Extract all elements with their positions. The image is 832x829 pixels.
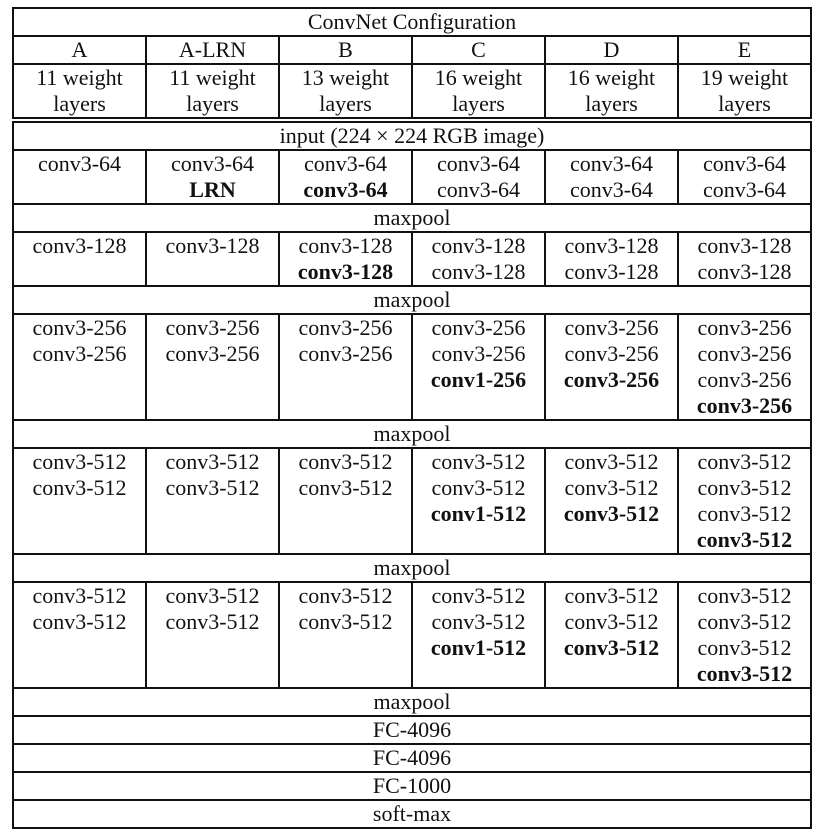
layer-cell	[678, 232, 811, 286]
layer-cell	[13, 314, 146, 420]
maxpool-layer-row	[13, 286, 811, 314]
layer-name: conv3-512	[431, 583, 526, 608]
layer-name: conv3-64	[702, 177, 787, 202]
layer-name: conv3-128	[32, 233, 127, 258]
layer-name: conv3-128	[431, 233, 526, 258]
layer-name: conv3-64	[436, 177, 521, 202]
depth-line: 16 weight	[567, 65, 656, 90]
layer-name: conv3-256	[563, 367, 660, 392]
layer-cell	[13, 582, 146, 688]
layer-name: conv1-512	[430, 501, 527, 526]
layer-cell	[545, 448, 678, 554]
depth-line: layers	[718, 91, 771, 116]
layer-cell	[13, 150, 146, 204]
layer-cell	[279, 448, 412, 554]
layer-cell	[146, 232, 279, 286]
layer-cell	[279, 314, 412, 420]
layer-name: conv3-64	[569, 151, 654, 176]
layer-name: conv3-512	[165, 583, 260, 608]
tail-layer-row	[13, 772, 811, 800]
conv-block-row	[13, 582, 811, 688]
layer-name: conv3-256	[697, 367, 792, 392]
layer-name: conv3-256	[697, 315, 792, 340]
layer-name: conv3-512	[431, 609, 526, 634]
layer-name: conv3-512	[165, 449, 260, 474]
layer-name: conv3-512	[697, 475, 792, 500]
conv-block-row	[13, 232, 811, 286]
layer-name: conv3-128	[697, 259, 792, 284]
layer-name: conv3-512	[697, 609, 792, 634]
layer-name: conv1-256	[430, 367, 527, 392]
layer-cell	[146, 582, 279, 688]
column-name: D	[545, 36, 678, 64]
depth-line: layers	[452, 91, 505, 116]
tail-layer-row	[13, 744, 811, 772]
layer-name: conv3-512	[298, 609, 393, 634]
layer-name: conv3-256	[165, 341, 260, 366]
column-name: A-LRN	[146, 36, 279, 64]
tail-layer: FC-1000	[13, 772, 811, 800]
layer-name: conv3-512	[564, 475, 659, 500]
maxpool-layer: maxpool	[13, 554, 811, 582]
layer-name: conv3-256	[431, 341, 526, 366]
layer-cell	[545, 232, 678, 286]
layer-cell	[678, 448, 811, 554]
layer-cell	[545, 314, 678, 420]
layer-name: conv3-128	[697, 233, 792, 258]
layer-name: conv3-256	[298, 341, 393, 366]
layer-cell	[678, 582, 811, 688]
tail-layer: soft-max	[13, 800, 811, 828]
layer-name: conv3-256	[564, 341, 659, 366]
depth-line: 11 weight	[169, 65, 256, 90]
layer-name: conv3-256	[564, 315, 659, 340]
layer-name: LRN	[189, 177, 236, 202]
column-name: C	[412, 36, 545, 64]
layer-name: conv3-512	[697, 583, 792, 608]
layer-cell	[146, 150, 279, 204]
column-name: E	[678, 36, 811, 64]
layer-name: conv3-64	[702, 151, 787, 176]
layer-cell	[545, 150, 678, 204]
maxpool-layer: maxpool	[13, 204, 811, 232]
tail-layer-row	[13, 716, 811, 744]
column-depth	[13, 64, 146, 120]
layer-name: conv3-64	[436, 151, 521, 176]
layer-name: conv3-512	[298, 449, 393, 474]
layer-name: conv3-256	[298, 315, 393, 340]
layer-name: conv3-512	[563, 635, 660, 660]
input-layer: input (224 × 224 RGB image)	[13, 120, 811, 150]
layer-name: conv3-512	[298, 475, 393, 500]
convnet-config-table	[12, 7, 812, 829]
layer-cell	[678, 150, 811, 204]
layer-cell	[412, 150, 545, 204]
layer-name: conv3-512	[563, 501, 660, 526]
layer-name: conv3-128	[564, 233, 659, 258]
depth-line: 19 weight	[700, 65, 789, 90]
layer-cell	[412, 582, 545, 688]
layer-name: conv3-512	[32, 449, 127, 474]
layer-name: conv3-256	[32, 341, 127, 366]
layer-name: conv3-512	[431, 449, 526, 474]
depth-line: 11 weight	[36, 65, 123, 90]
layer-name: conv3-512	[32, 475, 127, 500]
layer-name: conv3-64	[569, 177, 654, 202]
layer-name: conv3-64	[170, 151, 255, 176]
layer-name: conv3-512	[697, 449, 792, 474]
maxpool-layer: maxpool	[13, 420, 811, 448]
title-row	[13, 8, 811, 36]
layer-cell	[146, 448, 279, 554]
maxpool-layer-row	[13, 204, 811, 232]
layer-name: conv3-128	[297, 259, 394, 284]
depth-line: layers	[585, 91, 638, 116]
table-title: ConvNet Configuration	[13, 8, 811, 36]
tail-layer-row	[13, 800, 811, 828]
layer-cell	[279, 232, 412, 286]
layer-name: conv3-512	[696, 527, 793, 552]
input-layer-row	[13, 120, 811, 150]
column-depth	[545, 64, 678, 120]
layer-name: conv3-512	[431, 475, 526, 500]
layer-name: conv3-512	[165, 609, 260, 634]
layer-name: conv3-512	[165, 475, 260, 500]
layer-name: conv3-512	[564, 609, 659, 634]
layer-name: conv3-512	[696, 661, 793, 686]
layer-cell	[279, 582, 412, 688]
layer-name: conv3-64	[37, 151, 122, 176]
maxpool-layer-row	[13, 420, 811, 448]
tail-layer: FC-4096	[13, 744, 811, 772]
layer-name: conv3-256	[32, 315, 127, 340]
layer-name: conv3-512	[32, 583, 127, 608]
column-names-row	[13, 36, 811, 64]
depth-line: layers	[53, 91, 106, 116]
column-depth	[279, 64, 412, 120]
tail-layer: FC-4096	[13, 716, 811, 744]
layer-name: conv3-256	[165, 315, 260, 340]
layer-name: conv3-512	[564, 449, 659, 474]
layer-cell	[412, 232, 545, 286]
depth-line: 16 weight	[434, 65, 523, 90]
column-depth	[678, 64, 811, 120]
layer-cell	[146, 314, 279, 420]
layer-cell	[13, 232, 146, 286]
layer-cell	[412, 448, 545, 554]
layer-name: conv3-256	[696, 393, 793, 418]
depth-line: 13 weight	[301, 65, 390, 90]
layer-name: conv3-64	[303, 177, 388, 202]
layer-name: conv3-512	[32, 609, 127, 634]
depth-row	[13, 64, 811, 120]
conv-block-row	[13, 448, 811, 554]
conv-block-row	[13, 150, 811, 204]
maxpool-layer-row	[13, 688, 811, 716]
depth-line: layers	[186, 91, 239, 116]
layer-name: conv3-64	[303, 151, 388, 176]
layer-cell	[279, 150, 412, 204]
layer-cell	[545, 582, 678, 688]
layer-name: conv3-512	[298, 583, 393, 608]
layer-cell	[13, 448, 146, 554]
layer-name: conv3-512	[697, 635, 792, 660]
maxpool-layer: maxpool	[13, 688, 811, 716]
depth-line: layers	[319, 91, 372, 116]
layer-name: conv3-128	[165, 233, 260, 258]
layer-name: conv3-256	[697, 341, 792, 366]
layer-name: conv3-128	[564, 259, 659, 284]
layer-name: conv3-128	[298, 233, 393, 258]
conv-block-row	[13, 314, 811, 420]
column-name: A	[13, 36, 146, 64]
column-depth	[146, 64, 279, 120]
layer-name: conv3-512	[564, 583, 659, 608]
layer-cell	[678, 314, 811, 420]
maxpool-layer: maxpool	[13, 286, 811, 314]
column-depth	[412, 64, 545, 120]
layer-name: conv1-512	[430, 635, 527, 660]
maxpool-layer-row	[13, 554, 811, 582]
layer-name: conv3-256	[431, 315, 526, 340]
column-name: B	[279, 36, 412, 64]
layer-name: conv3-512	[697, 501, 792, 526]
layer-name: conv3-128	[431, 259, 526, 284]
layer-cell	[412, 314, 545, 420]
